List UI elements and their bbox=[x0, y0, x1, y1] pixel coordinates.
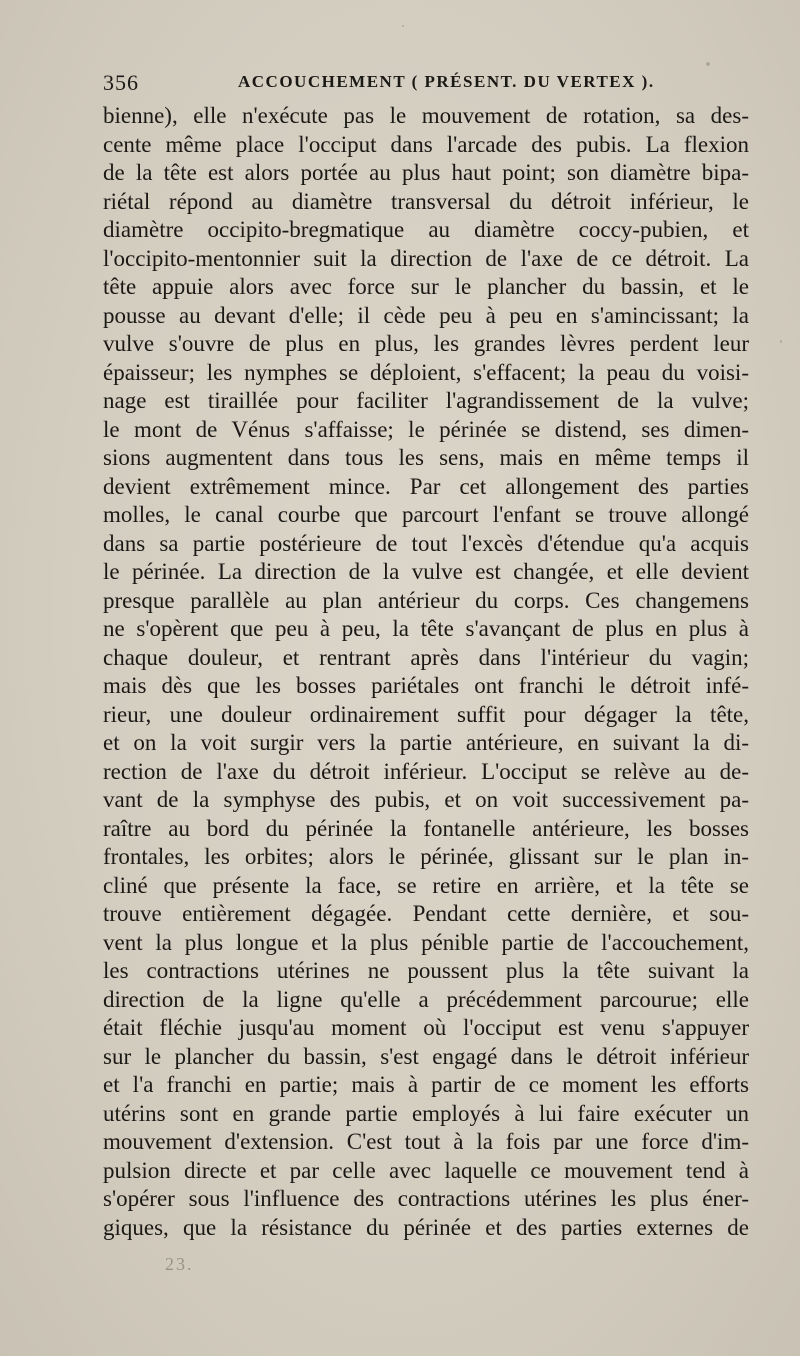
paper-speck bbox=[402, 25, 404, 27]
text-line: pulsion directe et par celle avec laquelle ce mouvement tend à bbox=[103, 1157, 749, 1183]
running-head: ACCOUCHEMENT ( PRÉSENT. DU VERTEX ). bbox=[238, 72, 655, 91]
text-line: dans sa partie postérieure de tout l'excès d'étendue qu'a acquis bbox=[103, 530, 749, 556]
text-line: rection de l'axe du détroit inférieur. L'occiput se relève au de- bbox=[103, 758, 749, 784]
text-line: sions augmentent dans tous les sens, mais en même temps il bbox=[103, 445, 749, 470]
paper-speck bbox=[706, 62, 710, 66]
page-number: 356 bbox=[103, 70, 139, 95]
text-line: vent la plus longue et la plus pénible partie de l'accouchement, bbox=[103, 929, 749, 955]
text-line: le périnée. La direction de la vulve est changée, et elle devient bbox=[103, 559, 749, 584]
text-line: s'opérer sous l'influence des contractions utérines les plus éner- bbox=[103, 1186, 749, 1211]
text-line: était fléchie jusqu'au moment où l'occiput est venu s'appuyer bbox=[103, 1015, 749, 1040]
text-line: le mont de Vénus s'affaisse; le périnée se distend, ses dimen- bbox=[103, 416, 749, 442]
text-line: molles, le canal courbe que parcourt l'enfant se trouve allongé bbox=[103, 502, 749, 527]
text-line: et on la voit surgir vers la partie antérieure, en suivant la di- bbox=[103, 730, 749, 755]
text-line: presque parallèle au plan antérieur du corps. Ces changemens bbox=[103, 587, 749, 613]
text-line: cente même place l'occiput dans l'arcade des pubis. La flexion bbox=[103, 131, 749, 157]
text-line: les contractions utérines ne poussent plus la tête suivant la bbox=[103, 958, 749, 983]
text-line: vulve s'ouvre de plus en plus, les grandes lèvres perdent leur bbox=[103, 331, 749, 356]
text-line: sur le plancher du bassin, s'est engagé dans le détroit inférieur bbox=[103, 1043, 749, 1069]
text-line: raître au bord du périnée la fontanelle antérieure, les bosses bbox=[103, 815, 749, 841]
text-line: giques, que la résistance du périnée et des parties externes de bbox=[103, 1214, 749, 1240]
text-line: trouve entièrement dégagée. Pendant cette dernière, et sou- bbox=[103, 901, 749, 926]
text-line: utérins sont en grande partie employés à lui faire exécuter un bbox=[103, 1100, 749, 1126]
text-line: frontales, les orbites; alors le périnée, glissant sur le plan in- bbox=[103, 844, 749, 869]
signature-mark: 23. bbox=[165, 1254, 194, 1274]
text-line: cliné que présente la face, se retire en arrière, et la tête se bbox=[103, 872, 749, 898]
text-line: mouvement d'extension. C'est tout à la fois par une force d'im- bbox=[103, 1129, 749, 1154]
paper-speck bbox=[780, 340, 782, 343]
text-line: et l'a franchi en partie; mais à partir de ce moment les efforts bbox=[103, 1072, 749, 1097]
text-line: riétal répond au diamètre transversal du détroit inférieur, le bbox=[103, 188, 749, 214]
page-header bbox=[103, 70, 753, 100]
text-line: de la tête est alors portée au plus haut point; son diamètre bipa- bbox=[103, 160, 749, 185]
text-line: épaisseur; les nymphes se déploient, s'effacent; la peau du voisi- bbox=[103, 359, 749, 385]
text-line: nage est tiraillée pour faciliter l'agrandissement de la vulve; bbox=[103, 388, 749, 413]
text-line: diamètre occipito-bregmatique au diamètre coccy-pubien, et bbox=[103, 217, 749, 242]
text-line: tête appuie alors avec force sur le plancher du bassin, et le bbox=[103, 274, 749, 299]
text-line: chaque douleur, et rentrant après dans l'intérieur du vagin; bbox=[103, 644, 749, 670]
text-line: l'occipito-mentonnier suit la direction de l'axe de ce détroit. La bbox=[103, 245, 749, 271]
text-line: devient extrêmement mince. Par cet allongement des parties bbox=[103, 473, 749, 499]
text-line: direction de la ligne qu'elle a précédemment parcourue; elle bbox=[103, 986, 749, 1012]
text-line: vant de la symphyse des pubis, et on voit successivement pa- bbox=[103, 787, 749, 812]
text-line: rieur, une douleur ordinairement suffit pour dégager la tête, bbox=[103, 701, 749, 727]
text-line: bienne), elle n'exécute pas le mouvement de rotation, sa des- bbox=[103, 103, 749, 128]
body-text bbox=[103, 102, 749, 1242]
text-line: mais dès que les bosses pariétales ont franchi le détroit infé- bbox=[103, 673, 749, 698]
text-line: ne s'opèrent que peu à peu, la tête s'avançant de plus en plus à bbox=[103, 616, 749, 641]
text-line: pousse au devant d'elle; il cède peu à peu en s'amincissant; la bbox=[103, 302, 749, 328]
